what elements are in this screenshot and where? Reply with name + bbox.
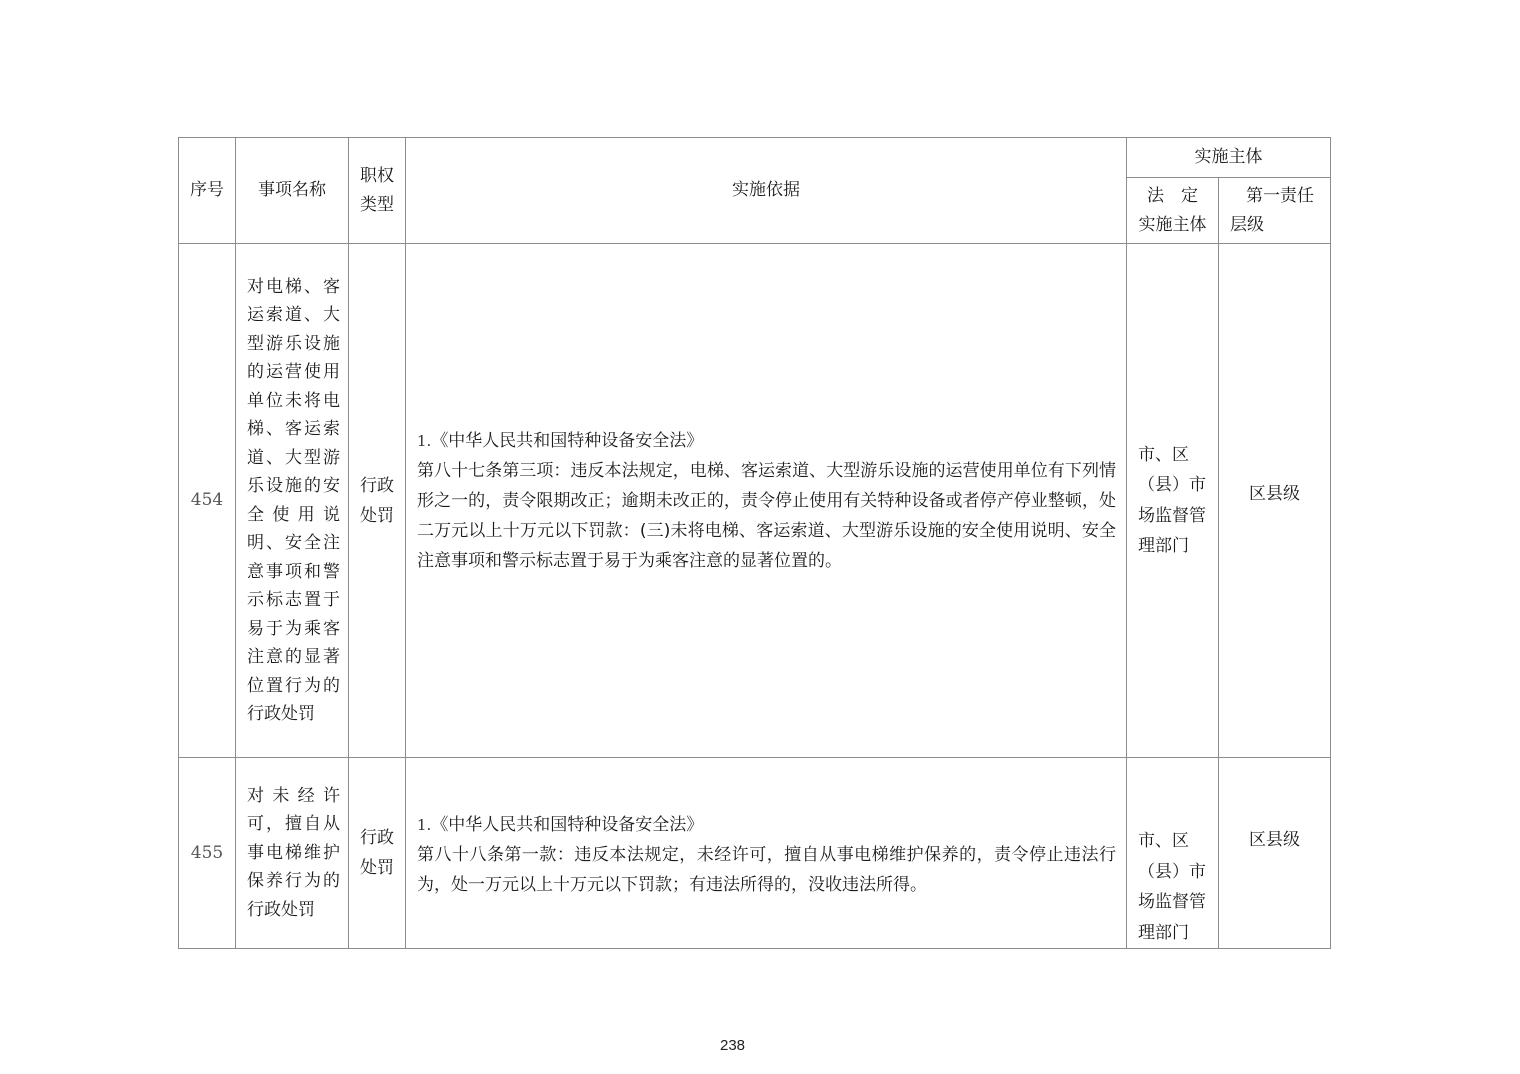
row-responsibility-level (1219, 758, 1331, 949)
row-responsibility-level-text: 区县级 (1249, 830, 1300, 850)
row-law-num: 1. (417, 816, 432, 834)
row-legal-subject (1127, 244, 1219, 758)
header-legal-subject-line2: 实施主体 (1138, 214, 1207, 235)
row-law-title (417, 426, 1116, 456)
row-power-type (349, 758, 406, 949)
row-power-type-line1: 行政 (360, 475, 394, 496)
header-power-type-line2: 类型 (360, 194, 394, 215)
row-item-name: 对电梯、客运索道、大型游乐设施的运营使用单位未将电梯、客运索道、大型游乐设施的安全使用说明、安全注意事项和警示标志置于易于为乘客注意的显著位置行为的行政处罚 (236, 244, 349, 758)
row-responsibility-level (1219, 244, 1331, 758)
row-law-title-text: 《中华人民共和国特种设备安全法》 (431, 430, 704, 451)
header-power-type-line1: 职权 (360, 166, 394, 186)
table-row (179, 244, 1331, 758)
row-basis-text: 第八十八条第一款：违反本法规定，未经许可，擅自从事电梯维护保养的，责令停止违法行为，处一万元以上十万元以下罚款；有违法所得的，没收违法所得。 (417, 845, 1116, 895)
header-power-type (349, 138, 406, 244)
enforcement-items-table (178, 137, 1331, 949)
header-level-line1: 第一责任 (1246, 186, 1314, 206)
row-seq: 454 (179, 244, 236, 758)
table-row (179, 758, 1331, 949)
row-power-type (349, 244, 406, 758)
row-law-title-text: 《中华人民共和国特种设备安全法》 (431, 815, 704, 835)
header-seq: 序号 (179, 138, 236, 244)
header-basis: 实施依据 (406, 138, 1127, 244)
page-number: 238 (719, 1037, 746, 1054)
row-responsibility-level-text: 区县级 (1249, 484, 1300, 504)
row-power-type-line2: 处罚 (360, 858, 394, 878)
row-seq: 455 (179, 758, 236, 949)
row-legal-subject (1127, 758, 1219, 949)
row-power-type-line2: 处罚 (360, 505, 394, 526)
row-law-num: 1. (417, 431, 432, 450)
header-subject: 实施主体 (1127, 138, 1331, 178)
row-law-title (417, 810, 1116, 840)
row-item-name: 对未经许可，擅自从事电梯维护保养行为的行政处罚 (236, 758, 349, 949)
row-basis (406, 244, 1127, 758)
row-basis-text: 第八十七条第三项：违反本法规定，电梯、客运索道、大型游乐设施的运营使用单位有下列情形之一的，责令限期改正；逾期未改正的，责令停止使用有关特种设备或者停产停业整顿，处二万元以上十万元以下罚款：(三)未将电梯、客运索道、大型游乐设施的安全使用说明、安全注意事项和警示标志置于易于为乘客注意的显著位置的。 (417, 460, 1116, 571)
header-item-name: 事项名称 (236, 138, 349, 244)
header-legal-subject (1127, 178, 1219, 244)
row-legal-subject-text: 市、区（县）市场监督管理部门 (1138, 831, 1206, 943)
row-power-type-line1: 行政 (360, 828, 394, 848)
header-responsibility-level (1219, 178, 1331, 244)
header-level-line2: 层级 (1230, 214, 1264, 235)
row-basis (406, 758, 1127, 949)
row-legal-subject-text: 市、区（县）市场监督管理部门 (1138, 444, 1206, 556)
header-legal-subject-line1: 法 定 (1147, 186, 1198, 206)
